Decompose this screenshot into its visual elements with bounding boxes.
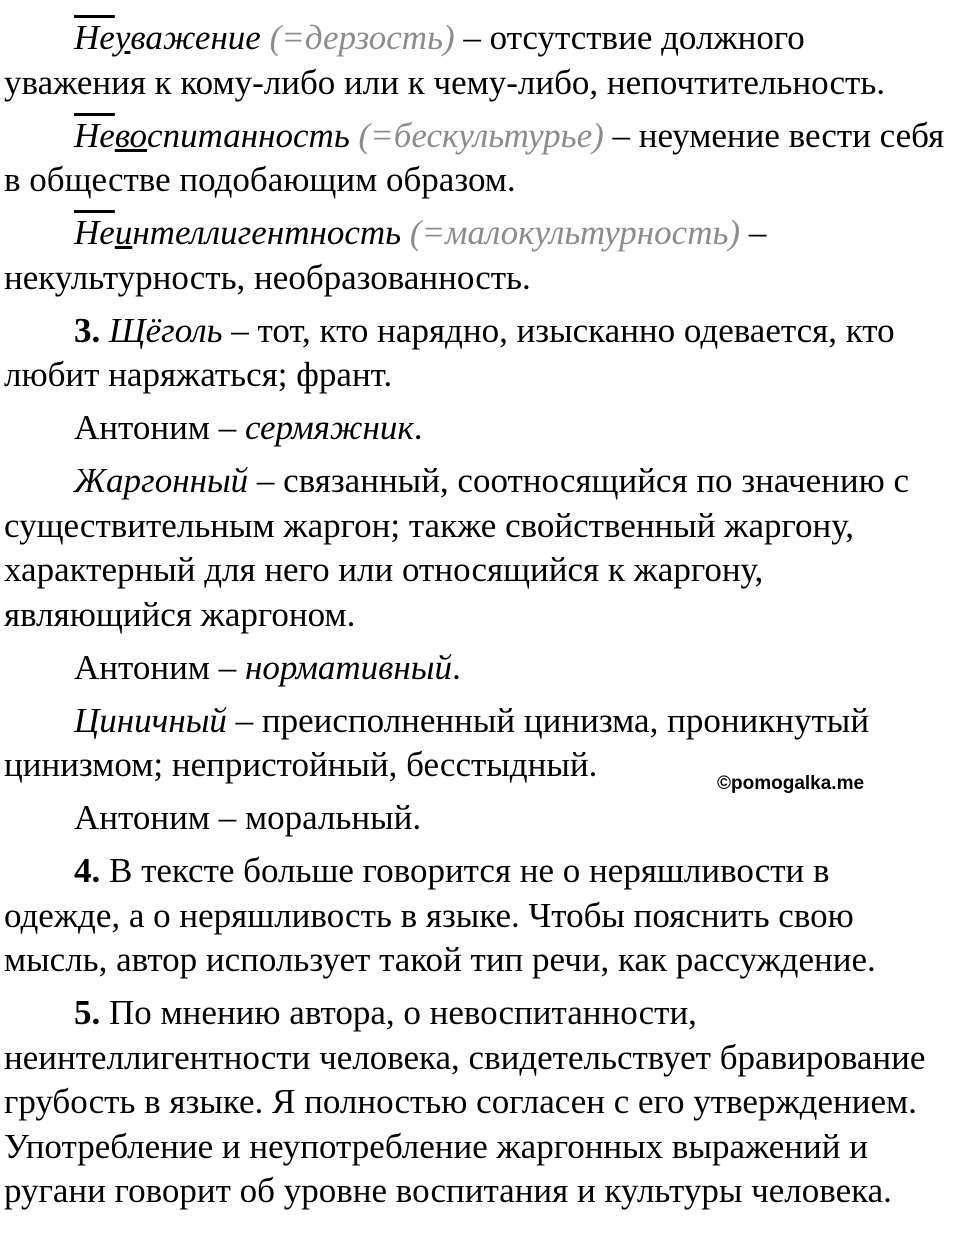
definition: – преисполненный цинизма, проникнутый цинизмом; непристойный, бесстыдный.: [4, 700, 870, 784]
antonym-word: нормативный: [244, 647, 452, 687]
synonym: (=бескультурье): [358, 115, 604, 155]
prefix-mark: Не: [74, 213, 115, 252]
root-underline: и: [114, 213, 133, 252]
entry-word: Циничный: [74, 700, 227, 740]
root-underline: во: [114, 115, 148, 155]
synonym: (=дерзость): [269, 18, 455, 57]
entry-non-intelligence: [4, 211, 954, 300]
definition: – связанный, соотносящийся по значению с существительным жаргон; также свойственный жаргону, характерный для него или относящийся к жаргону, являющийся жаргоном.: [4, 461, 910, 634]
task-number: 5.: [74, 993, 101, 1032]
word-rest: нтеллигентность: [132, 213, 402, 252]
prefix-mark: Не: [74, 18, 115, 57]
prefix-mark: Не: [74, 115, 115, 155]
definition: – некультурность, необразованность.: [4, 213, 767, 297]
task-number: 3.: [74, 310, 101, 350]
antonym-label: Антоним –: [74, 408, 245, 447]
synonym: (=малокультурность): [409, 213, 741, 252]
entry-disrespect: [4, 16, 954, 105]
cynical-antonym: Антоним – моральный.: [74, 798, 422, 837]
task5-paragraph: [4, 991, 954, 1214]
entry-word: [74, 18, 261, 57]
task3-antonym: Антоним – сермяжник.: [74, 408, 423, 447]
definition: – тот, кто нарядно, изысканно одевается, кто любит наряжаться; франт.: [4, 310, 895, 394]
root-underline: у: [114, 18, 131, 57]
entry-word: Щёголь: [109, 310, 223, 350]
word-rest: важение: [130, 18, 261, 57]
jargon-paragraph: [4, 459, 954, 637]
watermark: ©pomogalka.me: [717, 773, 865, 794]
task-number: 4.: [74, 851, 101, 890]
task3-paragraph: [4, 309, 954, 398]
antonym-label: Антоним –: [74, 647, 245, 687]
entry-word: Жаргонный: [74, 461, 249, 500]
jargon-antonym: Антоним – нормативный.: [74, 647, 461, 687]
task-text: По мнению автора, о невоспитанности, неинтеллигентности человека, свидетельствует бравирование грубость в языке. Я полностью согласен с его утверждением. Употребление и неупотребление жаргонных выражений и ругани говорит об уровне воспитания и культуры человека.: [4, 993, 926, 1210]
task-text: В тексте больше говорится не о неряшливости в одежде, а о неряшливость в языке. Чтобы пояснить свою мысль, автор использует такой тип речи, как рассуждение.: [4, 851, 876, 979]
word-rest: спитанность: [147, 115, 350, 155]
definition: – неумение вести себя в обществе подобающим образом.: [4, 115, 945, 199]
entry-bad-manners: [4, 114, 954, 203]
definition: – отсутствие должного уважения к кому-либо или к чему-либо, непочтительность.: [4, 18, 886, 102]
antonym-word: сермяжник: [244, 408, 414, 447]
entry-word: [74, 213, 401, 252]
task4-paragraph: [4, 849, 954, 983]
entry-word: [74, 116, 350, 155]
